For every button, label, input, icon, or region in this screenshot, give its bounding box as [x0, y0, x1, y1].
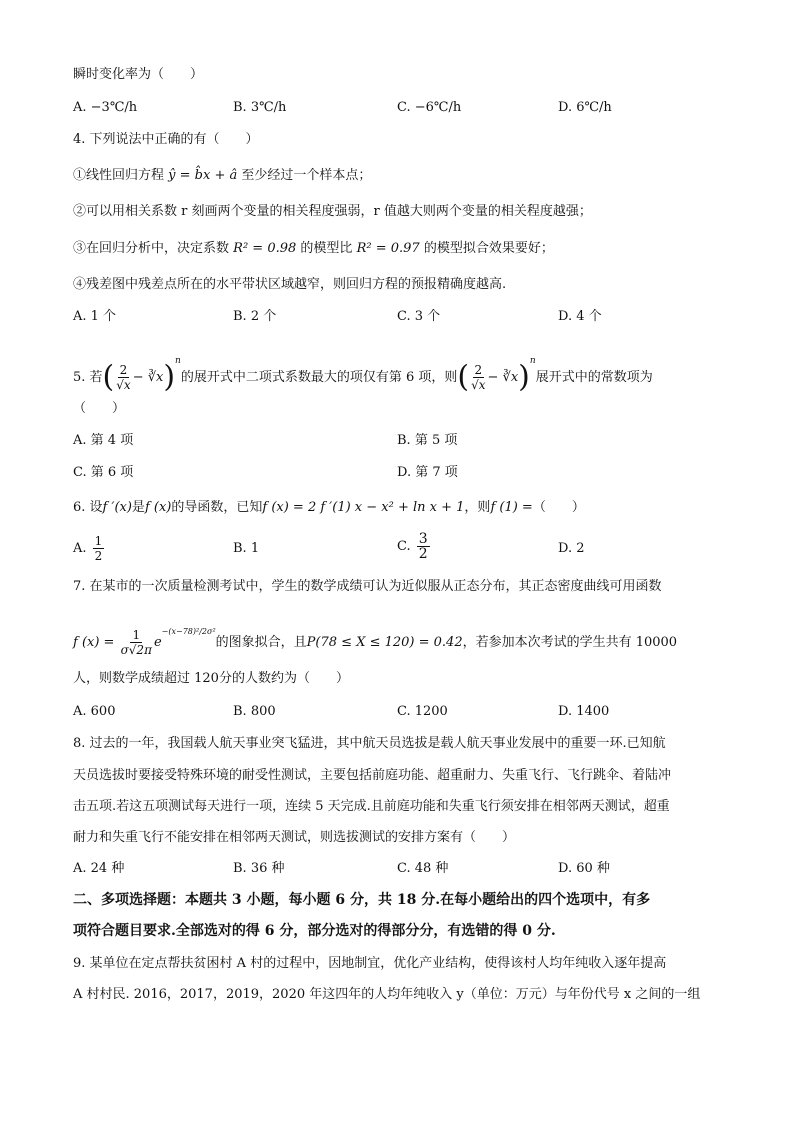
q6-option-c: C. $\frac{3}{2}$: [397, 531, 428, 562]
q5-root-term-2: − ∛x: [487, 370, 519, 385]
q6-option-a: A. $\frac{1}{2}$: [73, 534, 103, 563]
q6-math-3: f (x) = 2 f ′(1) x − x² + ln x + 1: [262, 500, 465, 515]
q5-paren: （ ）: [73, 401, 126, 416]
q4-s1-text: ①线性回归方程: [73, 168, 165, 183]
q4-stem: 4. 下列说法中正确的有（ ）: [73, 132, 259, 147]
q8-option-b: B. 36 种: [233, 861, 285, 876]
q8-line-2: 天员选拔时要接受特殊环境的耐受性测试，主要包括前庭功能、超重耐力、失重飞行、飞行跳伞、着陆冲: [73, 768, 672, 783]
q6-text-b: 是: [131, 500, 145, 515]
q7-option-b: B. 800: [233, 704, 276, 719]
q5-fraction-2: $\frac{2}{√x}$: [471, 363, 486, 392]
q3-option-a: A. −3℃/h: [73, 100, 138, 115]
q5-power-2: n: [529, 356, 536, 366]
q5-fraction: $\frac{2}{√x}$: [116, 363, 131, 392]
q4-option-b: B. 2 个: [233, 309, 277, 324]
q7-line-3: 人，则数学成绩超过 120分的人数约为（ ）: [73, 671, 349, 686]
q6-math-2: f (x): [144, 500, 172, 515]
q5-option-b: B. 第 5 项: [397, 433, 458, 448]
q7-mid-text: 的图象拟合，且: [215, 635, 307, 650]
q5-option-a: A. 第 4 项: [73, 433, 134, 448]
q7-fraction: $\frac{1}{\sigma√2\pi}$: [120, 628, 152, 657]
q6-math-4: f (1) =: [490, 500, 533, 515]
q8-line-1: 8. 过去的一年，我国载人航天事业突飞猛进，其中航天员选拔是载人航天事业发展中的重要一环.已知航: [73, 736, 666, 751]
q4-s3-tail: 的模型拟合效果要好；: [423, 241, 554, 256]
q6-text-e: （ ）: [532, 500, 585, 515]
q8-line-4: 耐力和失重飞行不能安排在相邻两天测试，则选拔测试的安排方案有（ ）: [73, 830, 516, 845]
q4-option-c: C. 3 个: [397, 309, 441, 324]
q5-end-text: 展开式中的常数项为: [535, 370, 653, 385]
section-2-heading-line-2: 项符合题目要求.全部选对的得 6 分，部分选对的得部分分，有选错的得 0 分.: [73, 923, 556, 939]
q7-line-1: 7. 在某市的一次质量检测考试中，学生的数学成绩可认为近似服从正态分布，其正态密度曲线可用函数: [73, 579, 662, 594]
q7-fx: f (x) =: [73, 635, 115, 650]
q5-root-term: − ∛x: [132, 370, 164, 385]
q4-s3-text: ③在回归分析中，决定系数: [73, 241, 230, 256]
q6-option-d: D. 2: [558, 541, 585, 556]
q5-number: 5. 若: [73, 370, 103, 385]
q3-option-d: D. 6℃/h: [558, 100, 612, 115]
q4-option-a: A. 1 个: [73, 309, 117, 324]
q8-option-a: A. 24 种: [73, 861, 125, 876]
q4-s3-mid: 的模型比: [300, 241, 353, 256]
q8-line-3: 击五项.若这五项测试每天进行一项，连续 5 天完成.且前庭功能和失重飞行须安排在相邻两天测试，超重: [73, 799, 670, 814]
q6-text-c: 的导函数，已知: [171, 500, 263, 515]
q6-option-b: B. 1: [233, 541, 260, 556]
q5-mid-text: 的展开式中二项式系数最大的项仅有第 6 项，则: [180, 370, 458, 385]
q8-option-d: D. 60 种: [558, 861, 610, 876]
q9-line-2: A 村村民. 2016，2017，2019，2020 年这四年的人均年纯收入 y（单位：万元）与年份代号 x 之间的一组: [73, 987, 701, 1002]
q8-option-c: C. 48 种: [397, 861, 449, 876]
q6-number: 6. 设: [73, 500, 103, 515]
q5-power: n: [175, 356, 181, 366]
section-2-heading-line-1: 二、多项选择题：本题共 3 小题，每小题 6 分，共 18 分.在每小题给出的四个选项中，有多: [73, 892, 651, 908]
q7-option-d: D. 1400: [558, 704, 610, 719]
q4-statement-3: [73, 240, 554, 258]
q7-option-a: A. 600: [73, 704, 116, 719]
q3-option-b: B. 3℃/h: [233, 100, 287, 115]
q4-s1-tail: 至少经过一个样本点；: [241, 168, 372, 183]
q4-option-d: D. 4 个: [558, 309, 602, 324]
q7-probability: P(78 ≤ X ≤ 120) = 0.42: [306, 635, 463, 650]
q6-text-d: ，则: [464, 500, 491, 515]
q7-e: e: [153, 635, 162, 650]
q5-option-d: D. 第 7 项: [397, 465, 458, 480]
q6-stem: [73, 499, 585, 517]
q7-option-c: C. 1200: [397, 704, 448, 719]
q3-option-c: C. −6℃/h: [397, 100, 462, 115]
q4-statement-4: ④残差图中残差点所在的水平带状区域越窄，则回归方程的预报精确度越高.: [73, 277, 507, 292]
q6-math-1: f ′(x): [102, 500, 132, 515]
q5-stem: 5. 若( $\frac{2}{√x}$ − ∛x)$^n$的展开式中二项式系数最大的项仅有第 6 项，则( $\frac{2}{√x}$ − ∛x)$^n$展开式中的常数项为: [73, 356, 653, 395]
q4-s1-equation: ŷ = b̂x + â: [168, 168, 238, 183]
q4-statement-2: ②可以用相关系数 r 刻画两个变量的相关程度强弱，r 值越大则两个变量的相关程度越强；: [73, 204, 592, 219]
q4-s3-math-1: R² = 0.98: [233, 241, 297, 256]
q7-tail: ，若参加本次考试的学生共有 10000: [462, 635, 678, 650]
q5-option-c: C. 第 6 项: [73, 465, 134, 480]
q7-exponent: −(x−78)²/2σ²: [161, 627, 216, 636]
q4-s3-math-2: R² = 0.97: [356, 241, 420, 256]
q9-line-1: 9. 某单位在定点帮扶贫困村 A 村的过程中，因地制宜，优化产业结构，使得该村人均年纯收入逐年提高: [73, 956, 667, 971]
q3-stem-tail: 瞬时变化率为（ ）: [73, 67, 204, 82]
q7-line-2: [73, 615, 677, 660]
q4-statement-1: [73, 167, 371, 185]
